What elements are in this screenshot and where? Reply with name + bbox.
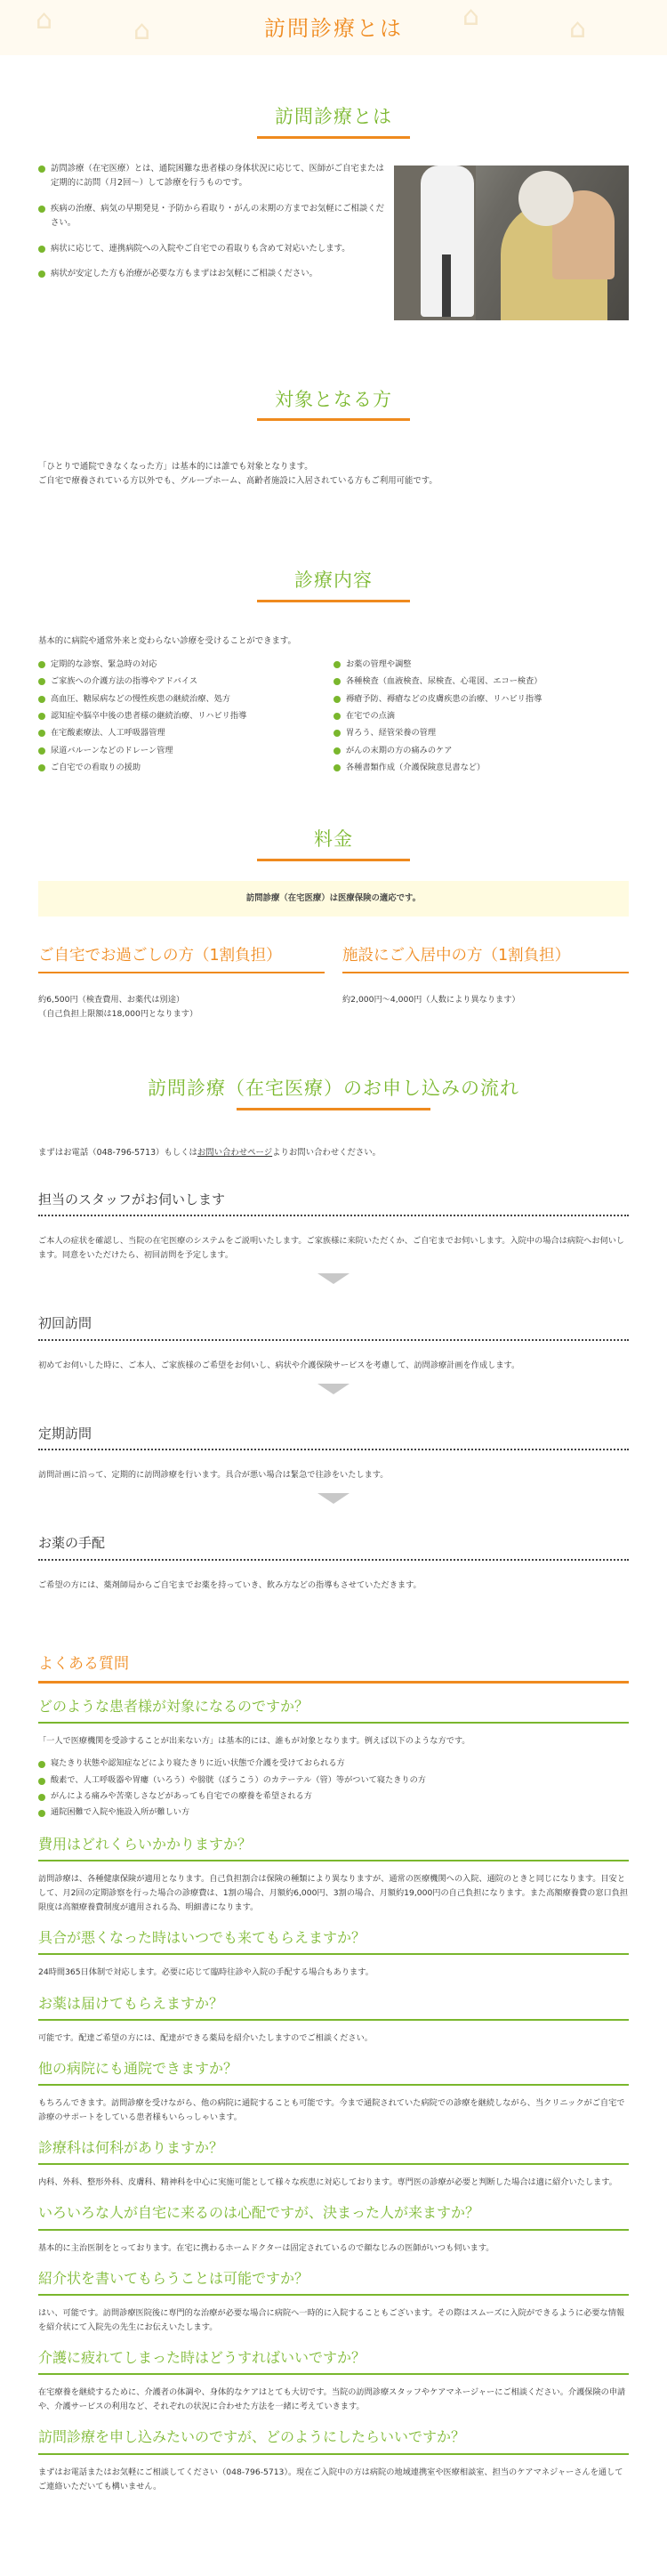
faq-item (38, 2266, 629, 2335)
faq-answer: 内科、外科、整形外科、皮膚科、精神科を中心に実施可能として様々な疾患に対応しております。専門医の診療が必要と判断した場合は適に紹介いたします。 (38, 2177, 617, 2188)
services-list-right (334, 656, 629, 776)
page-title: 訪問診療とは (264, 16, 403, 41)
title-underline (257, 600, 410, 602)
faq-answer: もちろんできます。訪問診療を受けながら、他の病院に通院することも可能です。今まで通院されていた病院での診療を継続しながら、当クリニックがご自宅で診療のサポートをしている患者様もいらっしゃいます。 (38, 2097, 625, 2123)
faq-answer: はい、可能です。訪問診療医院後に専門的な治療が必要な場合に病院へ一時的に入院することもございます。その際はスムーズに入院ができるように必要な情報を紹介状にて入院先の先生にお伝えいたします。 (38, 2307, 625, 2333)
bullet-icon (38, 1810, 45, 1817)
list-item: 各種書類作成（介護保険意見書など） (334, 759, 629, 776)
fee-heading: 施設にご入居中の方（1割負担） (342, 943, 629, 973)
list-item: 通院困難で入院や施設入所が難しい方 (38, 1805, 629, 1821)
faq-question: 診療科は何科がありますか？ (38, 2136, 629, 2165)
faq-item (38, 1832, 629, 1915)
insurance-note: 訪問診療（在宅医療）は医療保険の適応です。 (38, 881, 629, 917)
target-section (38, 384, 629, 489)
list-item: 在宅酸素療法、人工呼吸器管理 (38, 724, 334, 741)
target-text: 「ひとりで通院できなくなった方」は基本的には誰でも対象となります。 ご自宅で療養されている方以外でも、グループホーム、高齢者施設に入居されている方もご利用可能です。 (38, 462, 438, 487)
bullet-icon (38, 206, 45, 213)
step-text: ご本人の症状を確認し、当院の在宅医療のシステムをご説明いたします。ご家族様に来院いただくか、ご自宅までお伺いします。入院中の場合は病院へお伺いします。同意をいただけたら、初回訪問を予定します。 (38, 1236, 625, 1261)
services-lead: 基本的に病院や通常外来と変わらない診療を受けることができます。 (38, 636, 296, 647)
bullet-icon (38, 747, 45, 755)
faq-question: 紹介状を書いてもらうことは可能ですか？ (38, 2266, 629, 2296)
down-arrow-icon (317, 1273, 350, 1284)
list-item: 病状に応じて、連携病院への入院やご自宅での看取りも含めて対応いたします。 (38, 242, 385, 256)
faq-item (38, 2056, 629, 2125)
section-title: 訪問診療とは (275, 106, 392, 127)
faq-item (38, 2136, 629, 2190)
list-item: 酸素で、人工呼吸器や胃瘻（いろう）や膀胱（ぼうこう）のカテーテル（管）等がついて寝たきりの方 (38, 1773, 629, 1789)
bullet-icon (38, 764, 45, 771)
step-heading: 担当のスタッフがお伺いします (38, 1189, 629, 1217)
bullet-icon (334, 730, 341, 737)
section-title: 訪問診療（在宅医療）のお申し込みの流れ (148, 1077, 519, 1099)
title-underline (237, 1108, 430, 1110)
list-item: 在宅での点滴 (334, 707, 629, 724)
faq-item (38, 2425, 629, 2493)
title-underline (257, 859, 410, 861)
services-list-left (38, 656, 334, 776)
list-item: 認知症や脳卒中後の患者様の継続治療、リハビリ指導 (38, 707, 334, 724)
title-underline (257, 136, 410, 139)
step-heading: 初回訪問 (38, 1312, 629, 1341)
bullet-icon (38, 271, 45, 278)
bullet-icon (38, 696, 45, 703)
faq-question: お薬は届けてもらえますか？ (38, 1991, 629, 2021)
faq-answer: まずはお電話またはお気軽にご相談してください（048-796-5713）。現在ご入院中の方は病院の地域連携室や医療相談室、担当のケアマネジャーさんを通してご連絡いただいても構いません。 (38, 2467, 623, 2491)
title-underline (257, 418, 410, 421)
list-item: ご自宅での看取りの援助 (38, 759, 334, 776)
list-item: 褥瘡予防、褥瘡などの皮膚疾患の治療、リハビリ指導 (334, 690, 629, 707)
list-item: がんの末期の方の痛みのケア (334, 742, 629, 759)
faq-item (38, 1926, 629, 1980)
hero-banner (0, 0, 667, 55)
faq-question: 具合が悪くなった時はいつでも来てもらえますか？ (38, 1926, 629, 1955)
bullet-icon (38, 1778, 45, 1785)
bullet-icon (334, 713, 341, 720)
flow-lead: まずはお電話（048-796-5713）もしくはお問い合わせページよりお問い合わせください。 (38, 1147, 382, 1158)
services-section (38, 565, 629, 776)
step-text: 初めてお伺いした時に、ご本人、ご家族様のご希望をお伺いし、病状や介護保険サービスを考慮して、訪問診療計画を作成します。 (38, 1360, 520, 1370)
bullet-icon (334, 678, 341, 685)
faq-item (38, 1991, 629, 2046)
faq-title: よくある質問 (38, 1651, 629, 1684)
list-item: 疾病の治療、病気の早期発見・予防から看取り・がんの末期の方までお気軽にご相談ください。 (38, 202, 385, 231)
faq-answer: 「一人で医療機関を受診することが出来ない方」は基本的には、誰もが対象となります。例えば以下のような方です。 (38, 1736, 470, 1747)
house-icon: ⌂ (133, 15, 151, 46)
faq-answer: 基本的に主治医制をとっております。在宅に携わるホームドクターは固定されているので顔なじみの医師がいつも伺います。 (38, 2242, 494, 2253)
bullet-icon (334, 764, 341, 771)
list-item: 高血圧、糖尿病などの慢性疾患の継続治療、処方 (38, 690, 334, 707)
faq-question: 訪問診療を申し込みたいのですが、どのようにしたらいいですか？ (38, 2425, 629, 2454)
flow-step (38, 1312, 629, 1373)
bullet-icon (38, 1794, 45, 1801)
bullet-icon (334, 661, 341, 668)
flow-section (38, 1073, 629, 1593)
section-title: 診療内容 (294, 569, 373, 592)
faq-answer-list (38, 1756, 629, 1821)
fee-heading: ご自宅でお過ごしの方（1割負担） (38, 943, 325, 973)
faq-item (38, 2201, 629, 2255)
faq-question: 費用はどれくらいかかりますか？ (38, 1832, 629, 1861)
faq-answer: 24時間365日体制で対応します。必要に応じて臨時往診や入院の手配する場合もあります。 (38, 1967, 374, 1978)
about-list (38, 162, 385, 320)
faq-answer: 在宅療養を継続するために、介護者の体調や、身体的なケアはとても大切です。当院の訪問診療スタッフやケアマネージャーにご相談ください。介護保険の申請や、介護サービスの利用など、それぞれの状況に合わせた方法を一緒に考えていきます。 (38, 2387, 626, 2412)
bullet-icon (334, 747, 341, 755)
about-section (38, 101, 629, 320)
bullet-icon (38, 246, 45, 253)
bullet-icon (38, 730, 45, 737)
bullet-icon (38, 1761, 45, 1768)
bullet-icon (334, 696, 341, 703)
faq-question: いろいろな人が自宅に来るのは心配ですが、決まった人が来ますか？ (38, 2201, 629, 2230)
faq-item (38, 2346, 629, 2414)
house-icon: ⌂ (569, 13, 587, 44)
step-heading: 定期訪問 (38, 1423, 629, 1451)
section-title: 対象となる方 (275, 388, 392, 410)
down-arrow-icon (317, 1493, 350, 1504)
list-item: 胃ろう、経管栄養の管理 (334, 724, 629, 741)
bullet-icon (38, 678, 45, 685)
flow-step (38, 1532, 629, 1593)
section-title: 料金 (314, 828, 353, 851)
contact-page-link[interactable]: お問い合わせページ (197, 1147, 273, 1158)
faq-question: 介護に疲れてしまった時はどうすればいいですか？ (38, 2346, 629, 2375)
fee-facility: 施設にご入居中の方（1割負担） 約2,000円〜4,000円（人数により異なります） (342, 943, 629, 1022)
main-content (38, 101, 629, 2494)
flow-step (38, 1423, 629, 1483)
list-item: 定期的な診察、緊急時の対応 (38, 656, 334, 673)
fees-section (38, 824, 629, 1022)
bullet-icon (38, 661, 45, 668)
list-item: がんによる痛みや苦楽しさなどがあっても自宅での療養を希望される方 (38, 1789, 629, 1805)
fee-home: ご自宅でお過ごしの方（1割負担） 約6,500円（検査費用、お薬代は別途） （自己負担上限額は18,000円となります） (38, 943, 325, 1022)
list-item: お薬の管理や調整 (334, 656, 629, 673)
list-item: 尿道バルーンなどのドレーン管理 (38, 742, 334, 759)
step-text: ご希望の方には、薬剤師局からご自宅までお薬を持っていき、飲み方などの指導もさせていただきます。 (38, 1579, 422, 1590)
faq-question: どのような患者様が対象になるのですか？ (38, 1694, 629, 1724)
list-item: ご家族への介護方法の指導やアドバイス (38, 673, 334, 690)
list-item: 寝たきり状態や認知症などにより寝たきりに近い状態で介護を受けておられる方 (38, 1756, 629, 1772)
doctor-visit-photo (394, 166, 629, 320)
down-arrow-icon (317, 1384, 350, 1394)
house-icon: ⌂ (462, 1, 480, 32)
faq-item (38, 1694, 629, 1821)
house-icon: ⌂ (36, 4, 53, 36)
faq-answer: 訪問診療は、各種健康保険が適用となります。自己負担割合は保険の種類により異なりますが、通常の医療機関への入院、通院のときと同じになります。目安として、月2回の定期診察を行った場合の診療費は、1割の場合、月額約6,000円、3割の場合、月額約19,000円の自己負担になります。また高額療養費の窓口負担限度は高額療養費制度が適用される為、明細書になります。 (38, 1873, 629, 1913)
faq-question: 他の病院にも通院できますか？ (38, 2056, 629, 2086)
step-heading: お薬の手配 (38, 1532, 629, 1561)
list-item: 訪問診療（在宅医療）とは、通院困難な患者様の身体状況に応じて、医師がご自宅または定期的に訪問（月2回〜）して診療を行うものです。 (38, 162, 385, 191)
list-item: 病状が安定した方も治療が必要な方もまずはお気軽にご相談ください。 (38, 267, 385, 281)
faq-section (38, 1651, 629, 2494)
list-item: 各種検査（血液検査、尿検査、心電図、エコー検査） (334, 673, 629, 690)
bullet-icon (38, 166, 45, 173)
faq-answer: 可能です。配達ご希望の方には、配達ができる薬局を紹介いたしますのでご相談ください。 (38, 2032, 373, 2043)
flow-step (38, 1189, 629, 1264)
step-text: 訪問計画に沿って、定期的に訪問診療を行います。具合が悪い場合は緊急で往診をいたします。 (38, 1470, 389, 1481)
bullet-icon (38, 713, 45, 720)
